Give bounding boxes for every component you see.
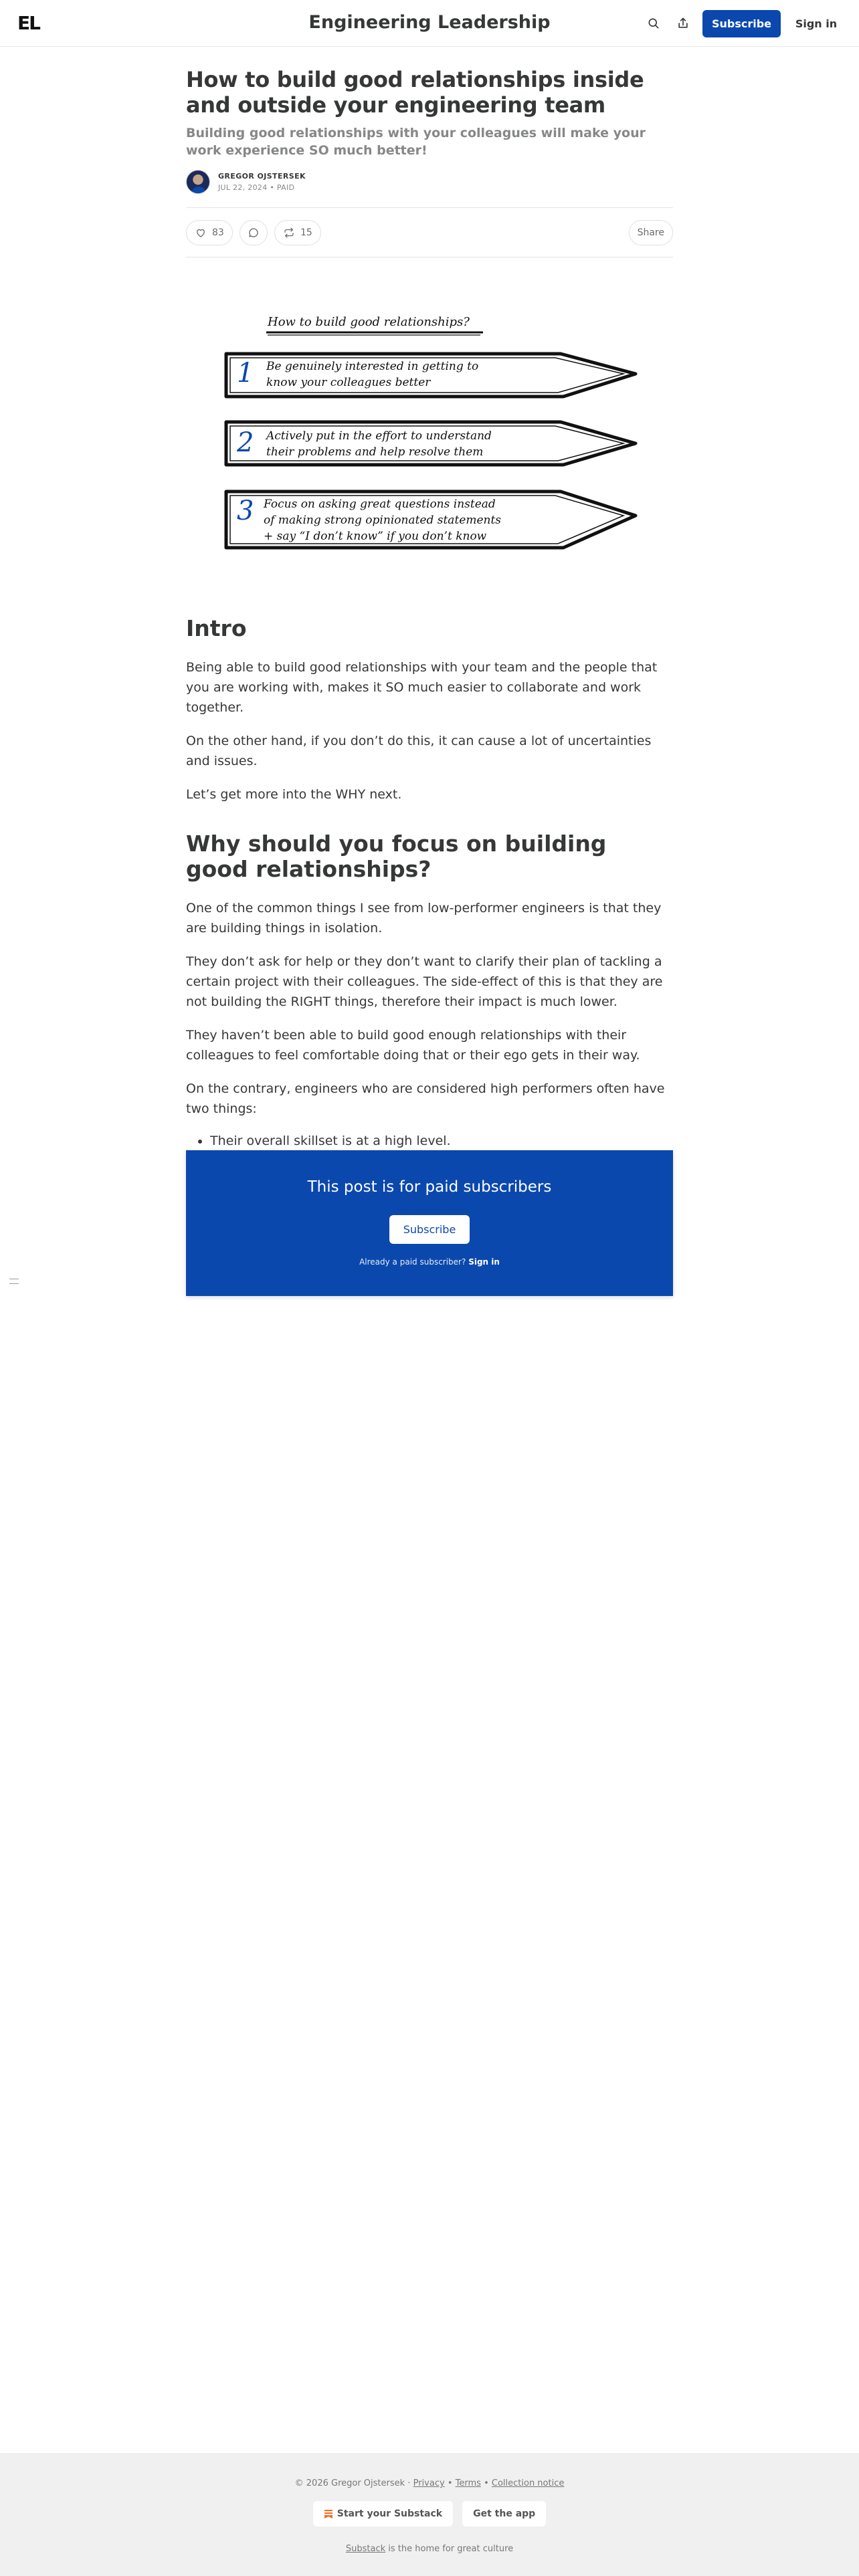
post-access-badge: PAID	[276, 183, 295, 192]
footer-tagline	[0, 2544, 859, 2554]
restack-count: 15	[300, 227, 312, 238]
top-navigation	[0, 0, 859, 47]
relationships-infographic	[186, 282, 673, 589]
paywall-title: This post is for paid subscribers	[307, 1178, 552, 1196]
paragraph: They haven’t been able to build good enough relationships with their colleagues to feel comfortable doing that or their ego gets in their way.	[186, 1028, 640, 1063]
footer-separator: •	[447, 2478, 453, 2488]
publication-title[interactable]: Engineering Leadership	[308, 12, 551, 33]
infographic-heading: How to build good relationships?	[268, 315, 470, 329]
section-heading-intro: Intro	[186, 615, 247, 641]
hero-image[interactable]	[186, 282, 673, 589]
search-icon[interactable]	[644, 13, 664, 33]
paywall-banner	[186, 1150, 673, 1296]
item-3-line-1: Focus on asking great questions instead	[264, 498, 496, 511]
comment-button[interactable]	[240, 220, 268, 245]
meta-separator: •	[270, 183, 277, 192]
section-heading-why: Why should you focus on building good relationships?	[186, 831, 607, 882]
heart-icon	[195, 227, 207, 239]
footer-buttons	[0, 2501, 859, 2527]
item-1-line-1: Be genuinely interested in getting to	[266, 360, 479, 373]
paragraph: They don’t ask for help or they don’t want to clarify their plan of tackling a certain project with their colleagues. The side-effect of this is that they are not building the RIGHT things, therefore their impact is much lower.	[186, 954, 663, 1009]
start-substack-button[interactable]	[313, 2501, 453, 2527]
sign-in-button[interactable]: Sign in	[795, 17, 838, 30]
comment-icon	[248, 227, 260, 239]
item-3-line-2: of making strong opinionated statements	[264, 514, 502, 527]
footer-separator: ·	[407, 2478, 411, 2488]
infographic-item-1	[226, 354, 636, 397]
side-toc-indicator[interactable]	[9, 1279, 19, 1288]
paywall-note	[186, 1257, 673, 1267]
page-footer	[0, 2453, 859, 2576]
post-title: How to build good relationships inside and outside your engineering team	[186, 67, 644, 118]
post-subtitle: Building good relationships with your colleagues will make your work experience SO much better!	[186, 126, 646, 158]
author-avatar[interactable]	[186, 170, 210, 194]
terms-link[interactable]: Terms	[455, 2478, 481, 2488]
infographic-item-2	[226, 422, 636, 465]
footer-links	[0, 2478, 859, 2488]
restack-button[interactable]	[274, 220, 321, 245]
post-date: JUL 22, 2024	[218, 183, 268, 192]
tagline-text: is the home for great culture	[388, 2544, 514, 2554]
item-number-3: 3	[237, 496, 254, 526]
logo-text: EL	[17, 12, 39, 34]
footer-separator: •	[484, 2478, 489, 2488]
list-item: • Their overall skillset is at a high level.	[210, 1131, 673, 1151]
item-3-line-3: + say “I don’t know” if you don’t know	[264, 530, 487, 543]
infographic-item-3	[226, 492, 636, 548]
paywall-sign-in-link[interactable]: Sign in	[468, 1257, 500, 1267]
item-2-line-2: their problems and help resolve them	[266, 445, 484, 459]
privacy-link[interactable]: Privacy	[413, 2478, 445, 2488]
item-1-line-2: know your colleagues better	[266, 376, 431, 389]
paragraph: Being able to build good relationships with your team and the people that you are working with, makes it SO much easier to collaborate and work together.	[186, 660, 658, 715]
share-button[interactable]	[629, 220, 673, 245]
share-upload-icon[interactable]	[673, 13, 693, 33]
item-2-line-1: Actively put in the effort to understand	[266, 429, 492, 443]
post-article	[186, 67, 673, 1182]
restack-icon	[283, 227, 295, 239]
get-app-label: Get the app	[473, 2508, 536, 2519]
post-meta	[218, 183, 294, 192]
share-label: Share	[637, 227, 664, 238]
substack-icon	[324, 2509, 333, 2518]
paragraph: On the contrary, engineers who are considered high performers often have two things:	[186, 1081, 665, 1116]
paywall-note-text: Already a paid subscriber?	[359, 1257, 466, 1267]
author-name[interactable]: GREGOR OJSTERSEK	[218, 172, 306, 181]
paywall-subscribe-button[interactable]: Subscribe	[389, 1215, 470, 1244]
copyright-text: © 2026 Gregor Ojstersek	[294, 2478, 405, 2488]
post-actions-bar	[186, 207, 673, 257]
substack-link[interactable]: Substack	[345, 2544, 386, 2554]
like-count: 83	[212, 227, 224, 238]
start-substack-label: Start your Substack	[337, 2508, 443, 2519]
post-byline	[186, 170, 673, 197]
collection-notice-link[interactable]: Collection notice	[491, 2478, 565, 2488]
get-app-button[interactable]	[462, 2501, 546, 2527]
paragraph: Let’s get more into the WHY next.	[186, 787, 402, 802]
item-number-2: 2	[237, 427, 254, 458]
item-number-1: 1	[237, 358, 254, 389]
like-button[interactable]	[186, 220, 233, 245]
paragraph: One of the common things I see from low-performer engineers is that they are building things in isolation.	[186, 901, 662, 936]
paragraph: On the other hand, if you don’t do this, it can cause a lot of uncertainties and issues.	[186, 734, 652, 768]
subscribe-button[interactable]: Subscribe	[702, 10, 781, 37]
